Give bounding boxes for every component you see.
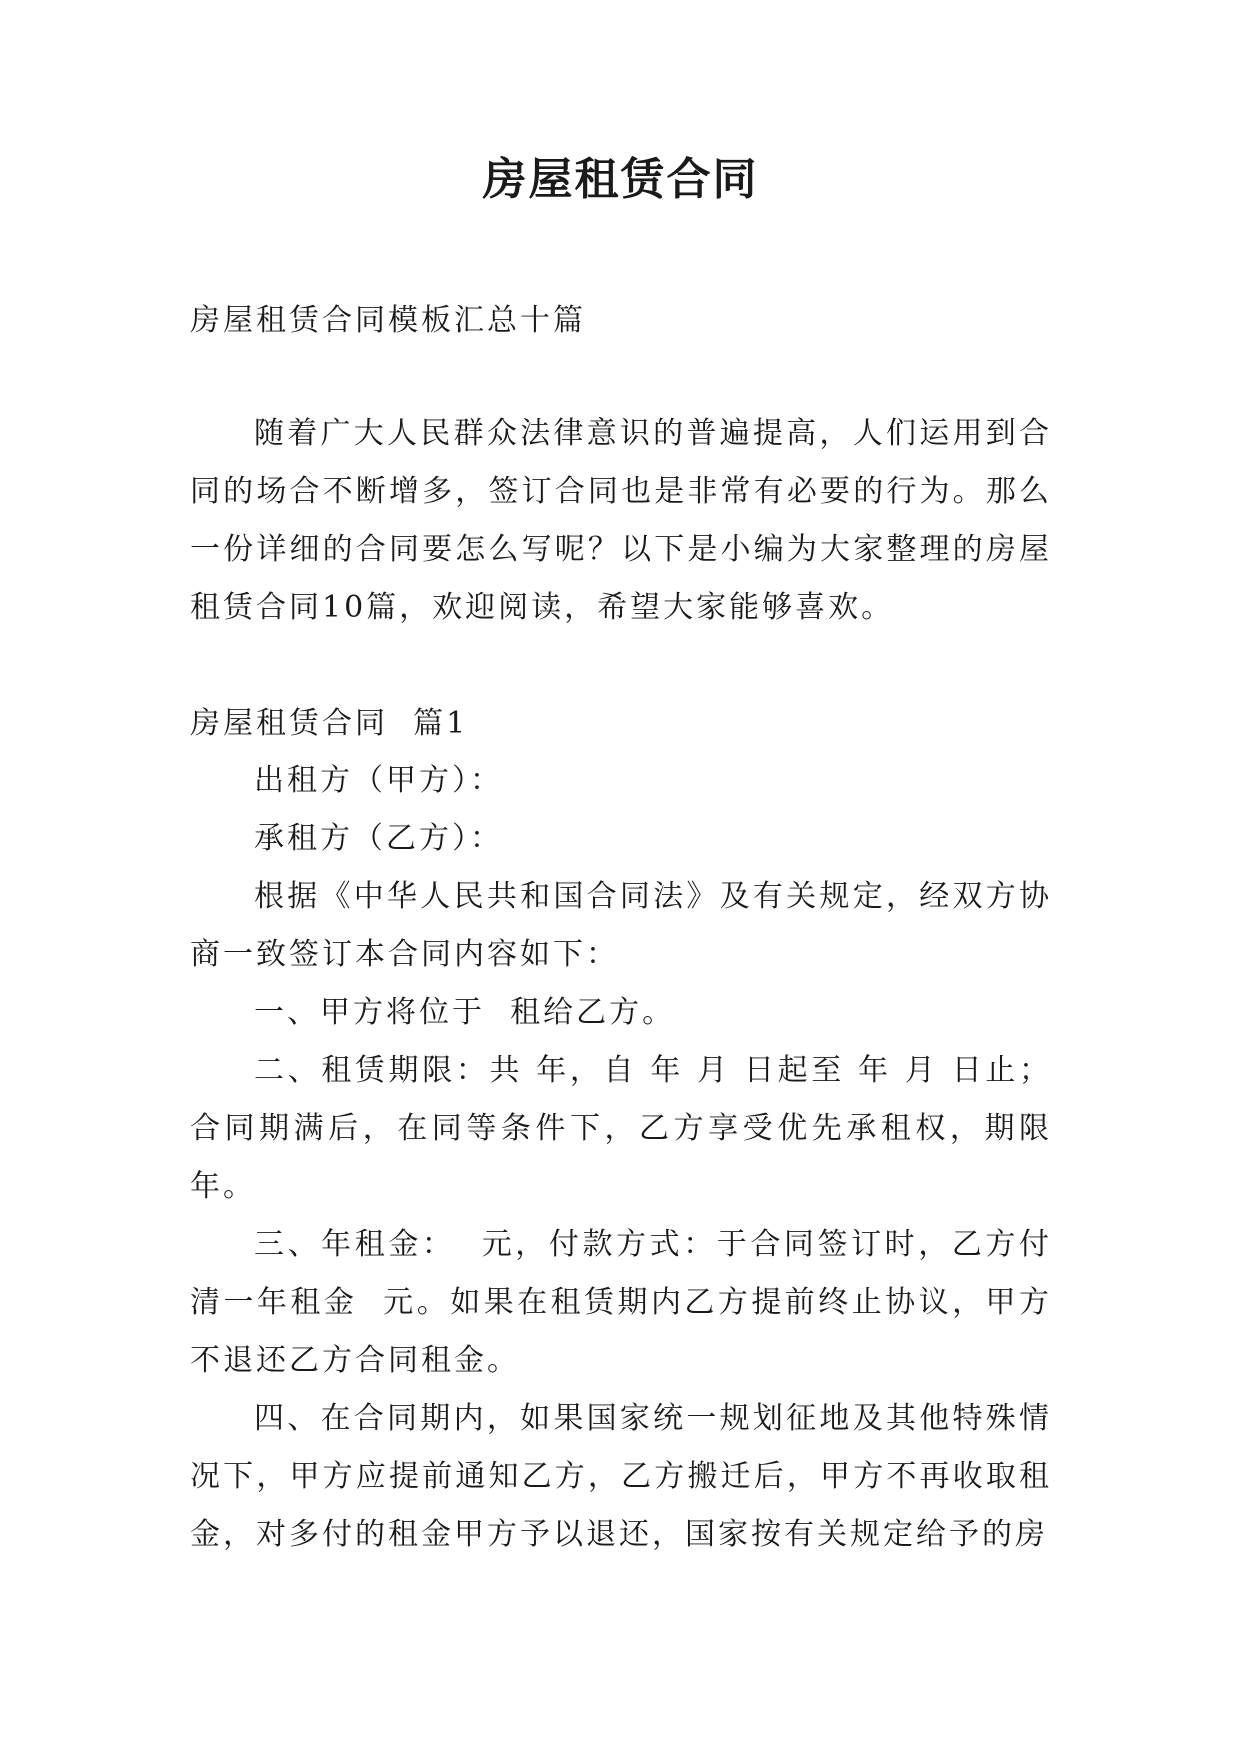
document-title: 房屋租赁合同 (482, 154, 759, 205)
contract-clauses (190, 752, 1078, 1564)
clause-3: 三、年租金： 元，付款方式：于合同签订时，乙方付清一年租金 元。如果在租赁期内乙方提前终止协议，甲方不退还乙方合同租金。 (190, 1227, 1052, 1378)
clause-1: 一、甲方将位于 租给乙方。 (254, 995, 676, 1030)
lessor-line: 出租方（甲方）： (254, 763, 503, 798)
intro-paragraph: 随着广大人民群众法律意识的普遍提高，人们运用到合同的场合不断增多，签订合同也是非常有必要的行为。那么一份详细的合同要怎么写呢？以下是小编为大家整理的房屋租赁合同10篇，欢迎阅读，希望大家能够喜欢。 (190, 416, 1052, 625)
clause-2: 二、租赁期限：共 年，自 年 月 日起至 年 月 日止；合同期满后，在同等条件下，乙方享受优先承租权，期限 年。 (190, 1053, 1078, 1204)
document-subtitle: 房屋租赁合同模板汇总十篇 (190, 303, 586, 338)
section-heading: 房屋租赁合同 篇1 (190, 706, 469, 741)
lessee-line: 承租方（乙方）： (254, 821, 503, 856)
clause-4: 四、在合同期内，如果国家统一规划征地及其他特殊情况下，甲方应提前通知乙方，乙方搬迁后，甲方不再收取租金，对多付的租金甲方予以退还，国家按有关规定给予的房 (190, 1401, 1052, 1552)
legal-basis-paragraph: 根据《中华人民共和国合同法》及有关规定，经双方协商一致签订本合同内容如下： (190, 879, 1052, 972)
